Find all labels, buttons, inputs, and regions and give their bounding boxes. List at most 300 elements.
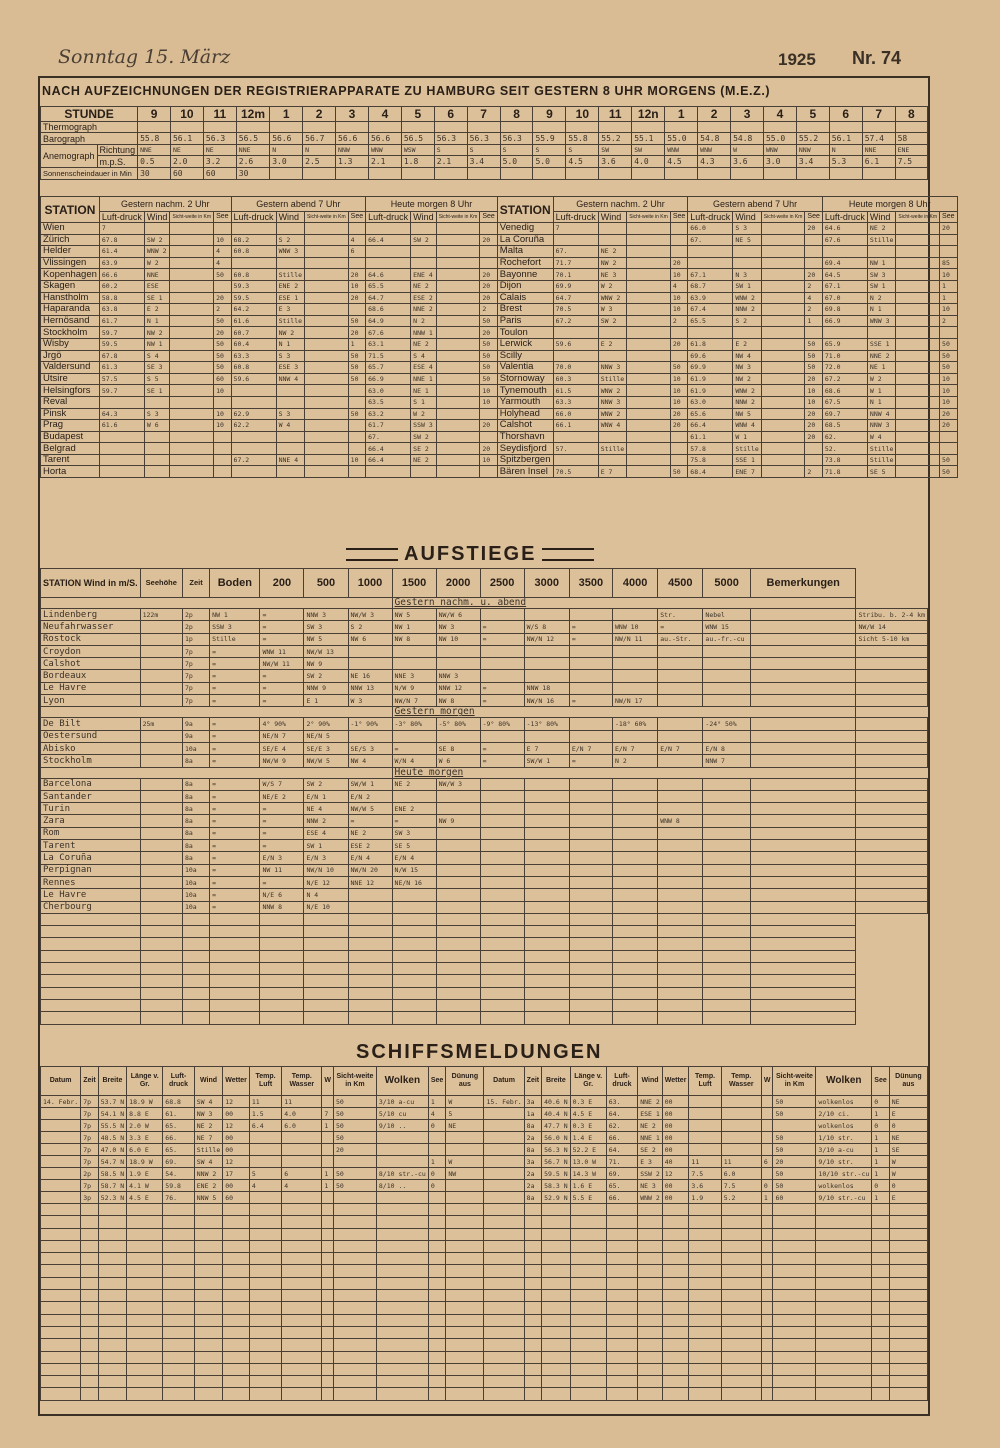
station-value: Stille — [867, 454, 895, 466]
empty-cell — [210, 950, 260, 962]
empty-cell — [542, 1240, 570, 1252]
empty-cell — [613, 913, 658, 925]
station-value — [436, 454, 480, 466]
empty-cell — [127, 1277, 163, 1289]
station-value: SE 2 — [411, 443, 437, 455]
station-value: NE 1 — [411, 385, 437, 397]
station-value — [170, 257, 214, 269]
empty-cell — [524, 1290, 541, 1302]
schiff-value — [282, 1132, 322, 1144]
station-value — [670, 350, 687, 362]
station-value — [670, 223, 687, 235]
empty-cell — [773, 1314, 816, 1326]
station-name: Venedig — [497, 223, 553, 235]
richtung-value: WNW — [368, 145, 401, 156]
empty-cell — [249, 1204, 281, 1216]
station-value: NNE 2 — [867, 350, 895, 362]
schiff-value — [689, 1108, 721, 1120]
station-value — [305, 466, 349, 478]
aufstiege-value: = — [210, 695, 260, 707]
empty-cell — [524, 1339, 541, 1351]
station-value: 20 — [670, 420, 687, 432]
station-value: 10 — [805, 385, 822, 397]
sub-label: Wind — [867, 212, 895, 223]
empty-cell — [721, 1277, 761, 1289]
aufstiege-station: Stockholm — [41, 755, 141, 767]
empty-cell — [524, 1363, 541, 1375]
schiff-value: 7 — [322, 1108, 334, 1120]
schiff-value: 54.1 N — [98, 1108, 126, 1120]
station-value — [276, 431, 304, 443]
thermograph-cell — [796, 122, 829, 133]
banner: NACH AUFZEICHNUNGEN DER REGISTRIERAPPARATE ZU HAMBURG SEIT GESTERN 8 UHR MORGENS (M.E.Z.) — [42, 84, 771, 98]
schiff-empty-row — [41, 1376, 928, 1388]
schiff-value: 52.3 N — [98, 1192, 126, 1204]
hour-cell: 9 — [138, 107, 171, 122]
station-value — [761, 350, 805, 362]
empty-cell — [658, 938, 703, 950]
aufstiege-value: NW/W 6 — [436, 609, 480, 621]
empty-cell — [249, 1265, 281, 1277]
station-value: 10 — [670, 269, 687, 281]
barograph-value: 55.0 — [665, 133, 698, 145]
station-value: 63.2 — [366, 408, 411, 420]
empty-cell — [282, 1290, 322, 1302]
empty-cell — [194, 1290, 222, 1302]
station-value — [305, 304, 349, 316]
station-value — [627, 292, 671, 304]
schiff-value: 6.0 — [721, 1168, 761, 1180]
empty-cell — [392, 999, 436, 1011]
empty-cell — [750, 1012, 856, 1024]
empty-cell — [446, 1326, 484, 1338]
aufstiege-value — [480, 803, 524, 815]
station-name: Malta — [497, 246, 553, 258]
empty-cell — [689, 1253, 721, 1265]
station-value: 20 — [480, 420, 497, 432]
empty-cell — [333, 1240, 376, 1252]
schiff-value: 50 — [333, 1096, 376, 1108]
station-value: 6 — [348, 246, 365, 258]
station-value: 20 — [670, 257, 687, 269]
empty-cell — [194, 1277, 222, 1289]
schiff-value: wolkenlos — [816, 1120, 872, 1132]
station-value — [305, 223, 349, 235]
empty-cell — [41, 963, 141, 975]
empty-cell — [484, 1339, 524, 1351]
station-value: 73.8 — [822, 454, 867, 466]
aufstiege-value: = — [260, 670, 304, 682]
station-value — [411, 246, 437, 258]
richtung-value: N — [829, 145, 862, 156]
empty-cell — [721, 1351, 761, 1363]
empty-cell — [322, 1351, 334, 1363]
station-value: 65.7 — [366, 362, 411, 374]
empty-cell — [480, 975, 524, 987]
station-value: NW 2 — [276, 327, 304, 339]
empty-cell — [41, 1388, 81, 1400]
empty-cell — [81, 1363, 98, 1375]
empty-cell — [322, 1326, 334, 1338]
aufstiege-value: NW/W 3 — [348, 609, 392, 621]
aufstiege-value — [480, 876, 524, 888]
station-value — [688, 257, 733, 269]
empty-cell — [98, 1253, 126, 1265]
schiff-empty-row — [41, 1240, 928, 1252]
empty-cell — [282, 1265, 322, 1277]
empty-cell — [223, 1216, 250, 1228]
station-value — [896, 466, 940, 478]
schiff-header: Temp. Wasser — [282, 1067, 322, 1096]
station-value: 69.6 — [688, 350, 733, 362]
empty-cell — [376, 1388, 428, 1400]
schiff-empty-row — [41, 1228, 928, 1240]
station-value — [170, 420, 214, 432]
station-value: 71.5 — [366, 350, 411, 362]
station-name: Bayonne — [497, 269, 553, 281]
aufstiege-value — [524, 803, 569, 815]
sub-label: Wind — [144, 212, 170, 223]
empty-cell — [773, 1216, 816, 1228]
station-value: 60.3 — [553, 373, 598, 385]
schiff-value: 7p — [81, 1180, 98, 1192]
mps-value: 4.5 — [566, 156, 599, 168]
station-value — [896, 338, 940, 350]
schiff-value: 3a — [524, 1156, 541, 1168]
empty-cell — [81, 1388, 98, 1400]
schiff-value: 3.6 — [689, 1180, 721, 1192]
empty-cell — [750, 963, 856, 975]
aufstiege-value: 9a — [182, 730, 209, 742]
empty-cell — [98, 1326, 126, 1338]
hour-cell: 5 — [401, 107, 434, 122]
barograph-row — [41, 133, 928, 145]
empty-cell — [322, 1376, 334, 1388]
station-value — [896, 315, 940, 327]
empty-cell — [872, 1326, 889, 1338]
schiff-value — [322, 1192, 334, 1204]
empty-cell — [761, 1363, 773, 1375]
richtung-value: S — [566, 145, 599, 156]
group-label: Heute morgen 8 Uhr — [822, 197, 957, 212]
empty-cell — [569, 987, 612, 999]
hour-cell: 10 — [170, 107, 203, 122]
empty-cell — [376, 1253, 428, 1265]
schiff-value: 40.4 N — [542, 1108, 570, 1120]
empty-cell — [41, 999, 141, 1011]
empty-cell — [282, 1363, 322, 1375]
schiff-value: 65. — [163, 1120, 194, 1132]
schiff-value: NE — [446, 1120, 484, 1132]
station-value — [761, 420, 805, 432]
station-value: W 4 — [276, 420, 304, 432]
empty-cell — [761, 1277, 773, 1289]
aufstiege-header: 1000 — [348, 569, 392, 598]
empty-cell — [249, 1339, 281, 1351]
richtung-value: WSW — [401, 145, 434, 156]
aufstiege-value — [524, 815, 569, 827]
aufstiege-value — [658, 864, 703, 876]
empty-cell — [480, 926, 524, 938]
empty-cell — [376, 1277, 428, 1289]
schiff-header: Dünung aus — [889, 1067, 927, 1096]
station-value: 50 — [348, 315, 365, 327]
station-value — [231, 223, 276, 235]
station-value: 20 — [348, 327, 365, 339]
schiff-value: 8/10 .. — [376, 1180, 428, 1192]
station-value — [348, 223, 365, 235]
station-value — [761, 466, 805, 478]
aufstiege-station: Le Havre — [41, 889, 141, 901]
empty-cell — [662, 1277, 689, 1289]
empty-cell — [570, 1253, 606, 1265]
station-value — [99, 396, 144, 408]
station-value: 71.7 — [553, 257, 598, 269]
empty-cell — [524, 938, 569, 950]
aufstiege-value: N/E 12 — [304, 876, 348, 888]
station-value — [805, 234, 822, 246]
station-value: W 1 — [733, 431, 761, 443]
empty-cell — [542, 1253, 570, 1265]
thermograph-cell — [566, 122, 599, 133]
station-name: Wisby — [41, 338, 100, 350]
station-value — [305, 373, 349, 385]
station-value — [276, 385, 304, 397]
empty-cell — [613, 999, 658, 1011]
schiff-value: NE 2 — [194, 1120, 222, 1132]
sunshine-value — [368, 168, 401, 180]
empty-cell — [721, 1240, 761, 1252]
empty-cell — [249, 1314, 281, 1326]
station-value: 63.0 — [366, 385, 411, 397]
station-value — [170, 338, 214, 350]
schiff-header: Dünung aus — [446, 1067, 484, 1096]
empty-cell — [333, 1326, 376, 1338]
empty-cell — [194, 1388, 222, 1400]
empty-cell — [484, 1388, 524, 1400]
empty-cell — [249, 1290, 281, 1302]
sub-label: Wind — [733, 212, 761, 223]
station-value: NNW 4 — [276, 373, 304, 385]
empty-cell — [662, 1351, 689, 1363]
station-name: Haparanda — [41, 304, 100, 316]
schiff-value: 7p — [81, 1156, 98, 1168]
station-value — [627, 327, 671, 339]
thermograph-cell — [698, 122, 731, 133]
station-value: NW 1 — [867, 257, 895, 269]
aufstiege-value — [856, 803, 928, 815]
schiff-value: 0.3 E — [570, 1120, 606, 1132]
aufstiege-value: 8a — [182, 790, 209, 802]
aufstiege-header: 3000 — [524, 569, 569, 598]
empty-cell — [606, 1277, 637, 1289]
mps-value: 4.3 — [698, 156, 731, 168]
empty-cell — [127, 1228, 163, 1240]
station-value: W 2 — [144, 257, 170, 269]
station-value — [436, 223, 480, 235]
empty-cell — [889, 1339, 927, 1351]
aufstiege-row — [41, 803, 928, 815]
sub-label: Luft-druck — [822, 212, 867, 223]
empty-cell — [81, 1277, 98, 1289]
empty-cell — [163, 1228, 194, 1240]
empty-cell — [428, 1253, 445, 1265]
empty-cell — [98, 1290, 126, 1302]
schiff-value: 8/10 str.-cu — [376, 1168, 428, 1180]
empty-cell — [436, 987, 480, 999]
empty-cell — [41, 1314, 81, 1326]
station-value: SE 1 — [144, 292, 170, 304]
empty-cell — [428, 1314, 445, 1326]
aufstiege-value: E 7 — [524, 742, 569, 754]
mps-value: 3.0 — [270, 156, 303, 168]
schiff-empty-row — [41, 1351, 928, 1363]
group-label: Gestern nachm. 2 Uhr — [99, 197, 231, 212]
station-value: 50 — [214, 362, 231, 374]
station-value — [553, 327, 598, 339]
empty-cell — [163, 1216, 194, 1228]
empty-cell — [872, 1290, 889, 1302]
sub-label: See — [670, 212, 687, 223]
empty-cell — [322, 1277, 334, 1289]
station-value — [348, 420, 365, 432]
hour-cell: 7 — [862, 107, 895, 122]
aufstiege-value — [436, 803, 480, 815]
station-value — [348, 466, 365, 478]
empty-cell — [524, 1012, 569, 1024]
schiff-value: 52.2 E — [570, 1144, 606, 1156]
empty-cell — [524, 999, 569, 1011]
empty-cell — [569, 1012, 612, 1024]
aufstiege-value: NW/N 10 — [304, 864, 348, 876]
schiff-value: 1 — [872, 1156, 889, 1168]
station-value: 10 — [940, 396, 957, 408]
empty-cell — [348, 926, 392, 938]
station-value: NNE 2 — [411, 304, 437, 316]
schiff-value: 1.5 — [249, 1108, 281, 1120]
station-value — [305, 443, 349, 455]
empty-cell — [703, 950, 751, 962]
thermograph-cell — [138, 122, 171, 133]
empty-cell — [98, 1388, 126, 1400]
empty-cell — [223, 1363, 250, 1375]
sub-label: Sicht-weite in Km — [436, 212, 480, 223]
aufstiege-station: Lindenberg — [41, 609, 141, 621]
hour-cell: 12n — [632, 107, 665, 122]
station-value — [627, 257, 671, 269]
sunshine-value — [566, 168, 599, 180]
empty-cell — [703, 926, 751, 938]
aufstiege-value: NE/N 5 — [304, 730, 348, 742]
station-value: ESE 1 — [276, 292, 304, 304]
aufstiege-value: SE 8 — [436, 742, 480, 754]
schiff-value — [249, 1132, 281, 1144]
schiff-value: 00 — [223, 1132, 250, 1144]
station-value — [480, 223, 497, 235]
station-value: 71.0 — [822, 350, 867, 362]
empty-cell — [872, 1265, 889, 1277]
schiff-value — [333, 1192, 376, 1204]
mps-value: 3.6 — [599, 156, 632, 168]
aufstiege-value: -3° 80% — [392, 718, 436, 730]
aufstiege-value: 10a — [182, 889, 209, 901]
empty-cell — [872, 1376, 889, 1388]
station-value — [170, 466, 214, 478]
aufstiege-value — [658, 889, 703, 901]
station-value — [436, 304, 480, 316]
station-value: 62.9 — [231, 408, 276, 420]
empty-cell — [249, 1302, 281, 1314]
empty-cell — [428, 1290, 445, 1302]
empty-cell — [446, 1388, 484, 1400]
station-value: NE 5 — [733, 234, 761, 246]
station-value — [553, 350, 598, 362]
empty-cell — [333, 1265, 376, 1277]
station-value: 50 — [805, 350, 822, 362]
empty-cell — [282, 1351, 322, 1363]
aufstiege-value — [348, 901, 392, 913]
station-value: 50 — [348, 350, 365, 362]
empty-cell — [638, 1339, 663, 1351]
aufstiege-header: 4000 — [613, 569, 658, 598]
aufstiege-station: Cherbourg — [41, 901, 141, 913]
schiff-value: 65. — [163, 1144, 194, 1156]
empty-cell — [322, 1290, 334, 1302]
aufstiege-value — [750, 901, 856, 913]
schiff-value: wolkenlos — [816, 1180, 872, 1192]
station-value: 61.1 — [688, 431, 733, 443]
mps-row — [41, 156, 928, 168]
station-value — [231, 396, 276, 408]
station-value: 2 — [940, 315, 957, 327]
schiff-value: NE — [889, 1096, 927, 1108]
schiff-value: 62. — [606, 1120, 637, 1132]
aufstiege-value: SSW 3 — [210, 621, 260, 633]
sunshine-value — [895, 168, 927, 180]
station-value — [305, 327, 349, 339]
empty-cell — [638, 1216, 663, 1228]
empty-cell — [524, 1376, 541, 1388]
station-value: N 3 — [733, 269, 761, 281]
empty-cell — [81, 1351, 98, 1363]
empty-cell — [376, 1290, 428, 1302]
aufstiege-value — [480, 778, 524, 790]
aufstiege-value — [569, 815, 612, 827]
schiff-value: 4 — [428, 1108, 445, 1120]
station-value: 50 — [480, 315, 497, 327]
empty-cell — [428, 1376, 445, 1388]
schiff-value: 61. — [163, 1108, 194, 1120]
aufstiege-row — [41, 852, 928, 864]
aufstiege-value — [856, 695, 928, 707]
station-value — [553, 454, 598, 466]
richtung-value: NNE — [236, 145, 269, 156]
station-value: 20 — [480, 269, 497, 281]
aufstiege-value — [140, 621, 182, 633]
schiff-value: 9/10 str. — [816, 1156, 872, 1168]
schiff-value: 55.5 N — [98, 1120, 126, 1132]
station-value — [170, 292, 214, 304]
aufstiege-value — [480, 790, 524, 802]
station-value: 64.2 — [231, 304, 276, 316]
richtung-value: N — [303, 145, 336, 156]
empty-cell — [889, 1363, 927, 1375]
aufstiege-header: 5000 — [703, 569, 751, 598]
title-bar-left — [346, 548, 398, 561]
sunshine-value — [336, 168, 369, 180]
station-name: Wien — [41, 223, 100, 235]
station-value: SW 2 — [598, 315, 626, 327]
